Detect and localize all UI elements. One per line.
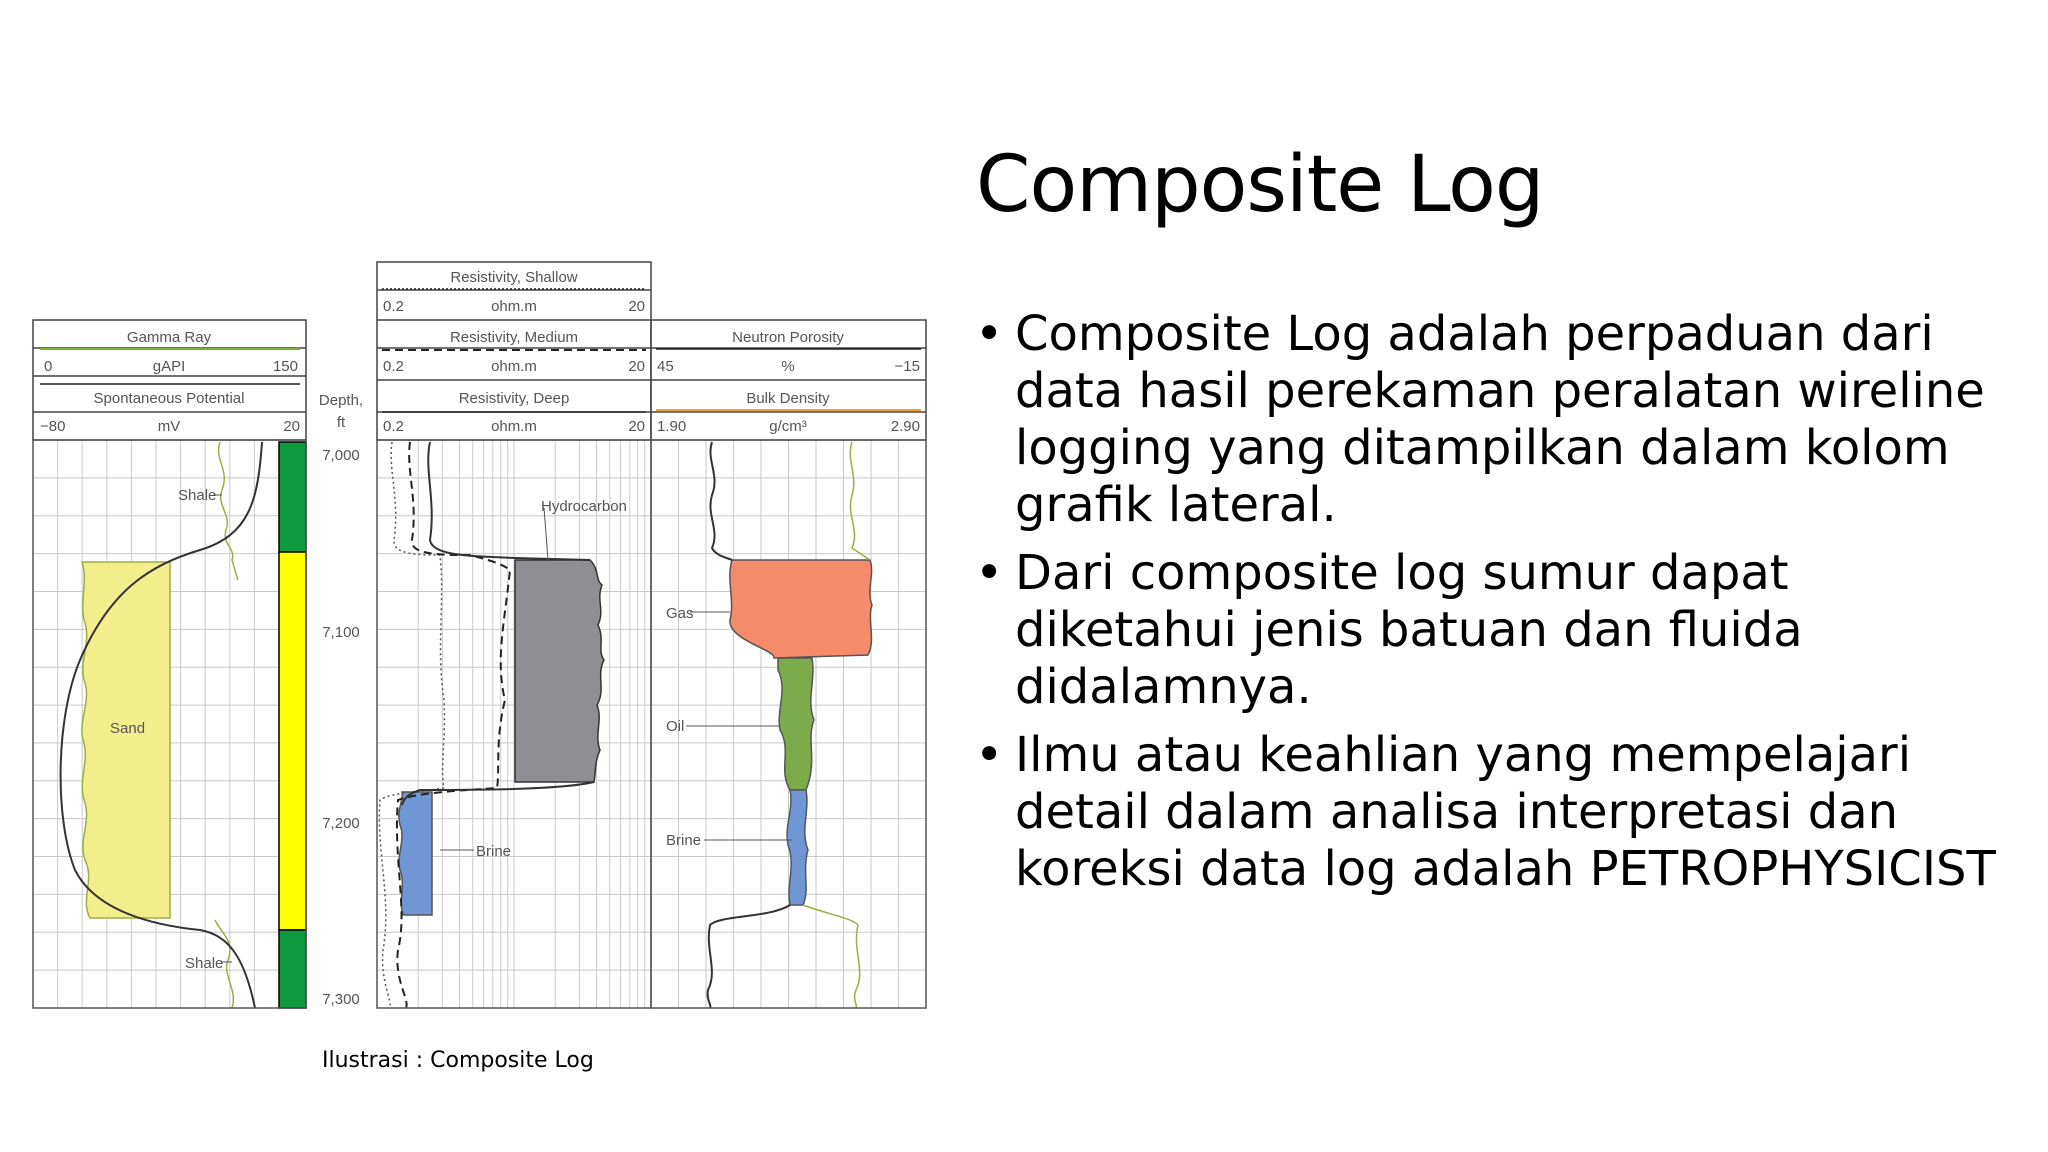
gamma-ray-max: 150: [272, 358, 298, 375]
bulk-density-title: Bulk Density: [746, 390, 830, 407]
bullet-list: [975, 306, 2015, 909]
sand-fill: [82, 562, 170, 918]
depth-unit: ft: [336, 414, 346, 431]
bullet-text: Dari composite log sumur dapat diketahui jenis batuan dan fluida didalamnya.: [1015, 545, 1803, 715]
resistivity-deep-title: Resistivity, Deep: [458, 390, 570, 407]
bullet-dot: •: [975, 727, 1004, 783]
composite-log-diagram: [0, 0, 940, 1020]
bullet-item: [975, 727, 2015, 898]
sp-unit: mV: [157, 418, 181, 435]
bullet-item: [975, 306, 2015, 534]
resistivity-shallow-min: 0.2: [383, 298, 404, 315]
brine-label-track3: Brine: [666, 832, 702, 849]
bullet-dot: •: [975, 306, 1004, 362]
gas-label: Gas: [666, 605, 694, 622]
neutron-porosity-min: 45: [657, 358, 674, 375]
hydrocarbon-fill: [515, 560, 604, 782]
sand-label: Sand: [110, 720, 146, 737]
resistivity-medium-max: 20: [628, 358, 645, 375]
bullet-text: Ilmu atau keahlian yang mempelajari detail dalam analisa interpretasi dan koreksi data log adalah PETROPHYSICIST: [1015, 727, 1996, 897]
bullet-item: [975, 545, 2015, 716]
resistivity-deep-max: 20: [628, 418, 645, 435]
hydrocarbon-label: Hydrocarbon: [541, 498, 627, 515]
depth-tick-7000: 7,000: [322, 447, 360, 464]
bulk-density-unit: g/cm³: [769, 418, 807, 435]
brine-fill-track3: [787, 790, 808, 905]
depth-title: Depth,: [318, 392, 364, 409]
lithology-bar-shale-bottom: [279, 930, 306, 1008]
brine-fill: [399, 792, 432, 915]
gamma-ray-unit: gAPI: [152, 358, 186, 375]
depth-tick-7200: 7,200: [322, 815, 360, 832]
resistivity-shallow-max: 20: [628, 298, 645, 315]
resistivity-shallow-title: Resistivity, Shallow: [450, 269, 578, 286]
neutron-porosity-curve: [708, 442, 790, 1008]
bulk-density-min: 1.90: [657, 418, 687, 435]
gas-fill: [730, 560, 872, 658]
lithology-bar-shale-top: [279, 442, 306, 552]
brine-label-track2: Brine: [476, 843, 512, 860]
neutron-porosity-title: Neutron Porosity: [732, 329, 844, 346]
shale-label-top: Shale: [178, 487, 217, 504]
resistivity-shallow-unit: ohm.m: [491, 298, 537, 315]
depth-tick-7100: 7,100: [322, 624, 360, 641]
sp-title: Spontaneous Potential: [93, 390, 245, 407]
oil-fill: [778, 658, 814, 790]
bullet-text: Composite Log adalah perpaduan dari data hasil perekaman peralatan wireline logging yang ditampilkan dalam kolom grafik lateral.: [1015, 306, 1985, 533]
neutron-porosity-max: −15: [894, 358, 920, 375]
neutron-porosity-unit: %: [781, 358, 795, 375]
resistivity-medium-title: Resistivity, Medium: [449, 329, 579, 346]
depth-tick-7300: 7,300: [322, 991, 360, 1008]
resistivity-medium-unit: ohm.m: [491, 358, 537, 375]
bulk-density-max: 2.90: [890, 418, 920, 435]
resistivity-deep-unit: ohm.m: [491, 418, 537, 435]
slide-title: Composite Log: [976, 140, 1544, 230]
shale-label-bottom: Shale: [185, 955, 224, 972]
oil-label: Oil: [666, 718, 685, 735]
bullet-dot: •: [975, 545, 1004, 601]
resistivity-shallow-curve: [379, 442, 444, 1008]
sp-max: 20: [283, 418, 300, 435]
depth-ticks: [322, 447, 360, 1008]
lithology-bar-sand: [279, 552, 306, 930]
resistivity-medium-min: 0.2: [383, 358, 404, 375]
gamma-ray-min: 0: [44, 358, 53, 375]
gamma-ray-curve: [215, 442, 238, 1008]
gamma-ray-title: Gamma Ray: [126, 329, 212, 346]
sp-min: −80: [40, 418, 66, 435]
resistivity-deep-min: 0.2: [383, 418, 404, 435]
figure-caption: Ilustrasi : Composite Log: [322, 1048, 594, 1073]
